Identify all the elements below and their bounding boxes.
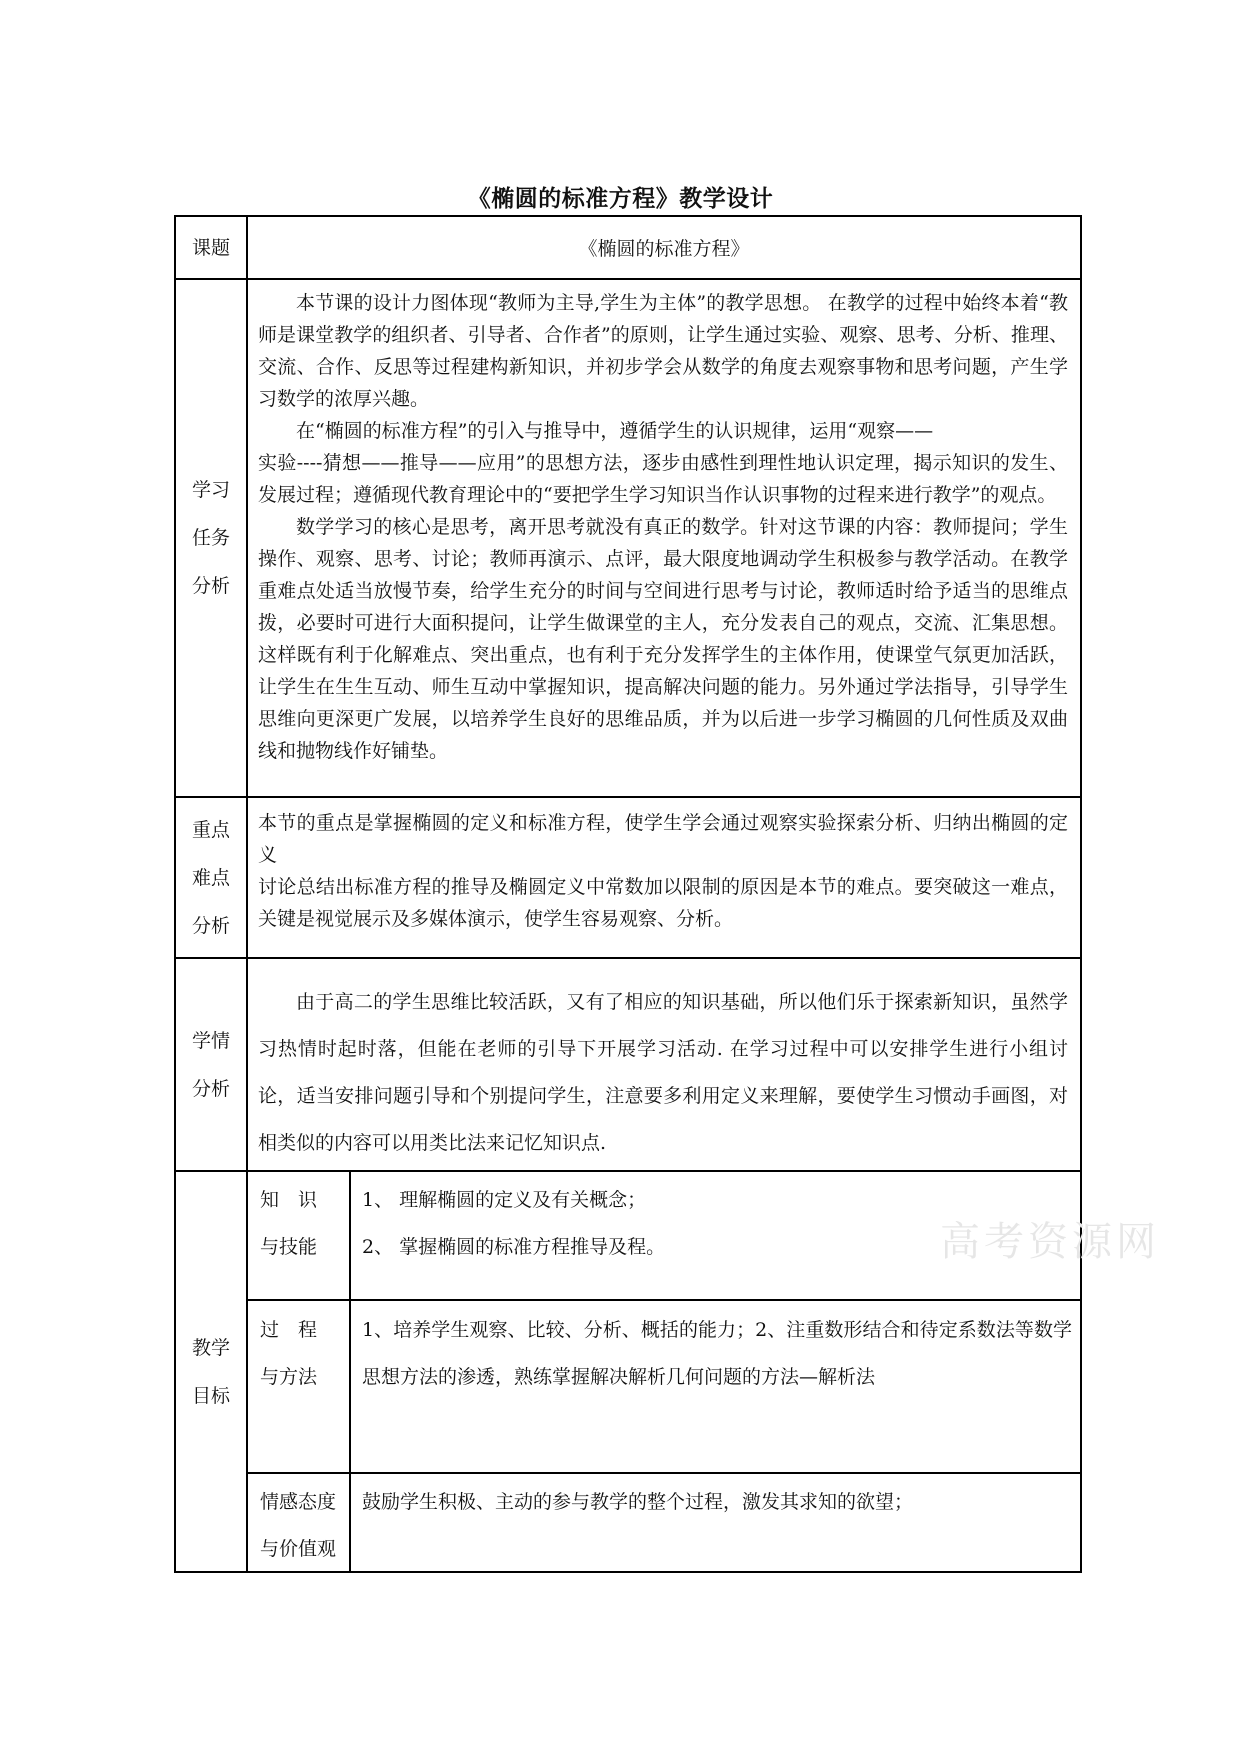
sub-row-divider	[247, 1472, 1080, 1474]
attitude-text: 鼓励学生积极、主动的参与教学的整个过程，激发其求知的欲望；	[362, 1491, 914, 1513]
knowledge-label-2: 与技能	[260, 1236, 318, 1258]
key-points-paragraph-1: 本节的重点是掌握椭圆的定义和标准方程，使学生学会通过观察实验探索分析、归纳出椭圆的定义	[258, 812, 1068, 866]
task-analysis-paragraph-4: 数学学习的核心是思考，离开思考就没有真正的数学。针对这节课的内容：教师提问；学生操作、观察、思考、讨论；教师再演示、点评，最大限度地调动学生积极参与教学活动。在教学重难点处适当放慢节奏，给学生充分的时间与空间进行思考与讨论，教师适时给予适当的思维点拨，必要时可进行大面积提问，让学生做课堂的主人，充分发表自己的观点，交流、汇集思想。这样既有利于化解难点、突出重点，也有利于充分发挥学生的主体作用，使课堂气氛更加活跃，让学生在生生互动、师生互动中掌握知识，提高解决问题的能力。另外通过学法指导，引导学生思维向更深更广发展，以培养学生良好的思维品质，并为以后进一步学习椭圆的几何性质及双曲线和抛物线作好铺垫。	[258, 516, 1068, 762]
learner-analysis-label-2: 分析	[191, 1077, 230, 1100]
key-points-content	[258, 807, 1068, 955]
objectives-label-2: 目标	[191, 1384, 230, 1407]
task-analysis-label-3: 分析	[191, 575, 230, 597]
row-divider	[176, 1170, 1080, 1172]
topic-value-cell	[248, 217, 1080, 278]
task-analysis-paragraph-3: 实验----猜想——推导——应用”的思想方法，逐步由感性到理性地认识定理，揭示知识的发生、发展过程；遵循现代教育理论中的“要把学生学习知识当作认识事物的过程来进行教学”的观点。	[258, 452, 1068, 506]
key-points-paragraph-2: 讨论总结出标准方程的推导及椭圆定义中常数加以限制的原因是本节的难点。要突破这一难点，关键是视觉展示及多媒体演示，使学生容易观察、分析。	[258, 876, 1068, 930]
learner-analysis-paragraph: 由于高二的学生思维比较活跃，又有了相应的知识基础，所以他们乐于探索新知识，虽然学习热情时起时落，但能在老师的引导下开展学习活动. 在学习过程中可以安排学生进行小组讨论，适当安排问题引导和个别提问学生，注意要多利用定义来理解，要使学生习惯动手画图，对相类似的内容可以用类比法来记忆知识点.	[258, 991, 1068, 1154]
sub-row-divider	[247, 1299, 1080, 1301]
attitude-content	[362, 1479, 1072, 1569]
key-points-label-3: 分析	[191, 914, 230, 937]
knowledge-label-1: 知 识	[260, 1189, 318, 1211]
topic-label-cell	[176, 217, 246, 278]
column-divider	[246, 217, 248, 1571]
task-analysis-label-2: 任务	[191, 527, 230, 549]
key-points-label-cell	[176, 798, 246, 957]
document-title: 《椭圆的标准方程》教学设计	[467, 186, 774, 212]
process-label-1: 过 程	[260, 1319, 318, 1341]
watermark-logo: 高考资源网	[940, 1219, 1160, 1265]
row-divider	[176, 957, 1080, 959]
attitude-label-cell	[260, 1479, 350, 1569]
row-divider	[176, 796, 1080, 798]
process-text: 1、培养学生观察、比较、分析、概括的能力；2、注重数形结合和待定系数法等数学思想方法的渗透，熟练掌握解决解析几何问题的方法—解析法	[362, 1319, 1072, 1388]
learner-analysis-label-cell	[176, 959, 246, 1170]
learner-analysis-label-1: 学情	[191, 1029, 230, 1052]
key-points-label-1: 重点	[191, 818, 230, 841]
lesson-plan-table	[174, 215, 1082, 1573]
task-analysis-paragraph-2: 在“椭圆的标准方程”的引入与推导中，遵循学生的认识规律，运用“观察——	[296, 420, 934, 442]
task-analysis-paragraph-1: 本节课的设计力图体现“教师为主导,学生为主体”的教学思想。 在教学的过程中始终本着“教师是课堂教学的组织者、引导者、合作者”的原则，让学生通过实验、观察、思考、分析、推理、交流、合作、反思等过程建构新知识，并初步学会从数学的角度去观察事物和思考问题，产生学习数学的浓厚兴趣。	[258, 292, 1068, 410]
task-analysis-label-1: 学习	[191, 479, 230, 501]
row-divider	[176, 278, 1080, 280]
objectives-label-cell	[176, 1172, 246, 1571]
objectives-label-1: 教学	[191, 1336, 230, 1359]
attitude-label-2: 与价值观	[260, 1538, 337, 1560]
task-analysis-content	[258, 287, 1068, 792]
process-content	[362, 1307, 1072, 1467]
task-analysis-label-cell	[176, 280, 246, 796]
knowledge-label-cell	[260, 1177, 350, 1297]
key-points-label-2: 难点	[191, 866, 230, 889]
topic-value: 《椭圆的标准方程》	[578, 238, 750, 260]
process-label-2: 与方法	[260, 1366, 318, 1388]
topic-label: 课题	[191, 236, 230, 259]
attitude-label-1: 情感态度	[260, 1491, 337, 1513]
learner-analysis-content	[258, 979, 1068, 1169]
process-label-cell	[260, 1307, 350, 1467]
knowledge-item-2: 2、 掌握椭圆的标准方程推导及程。	[362, 1236, 666, 1258]
knowledge-item-1: 1、 理解椭圆的定义及有关概念；	[362, 1189, 647, 1211]
